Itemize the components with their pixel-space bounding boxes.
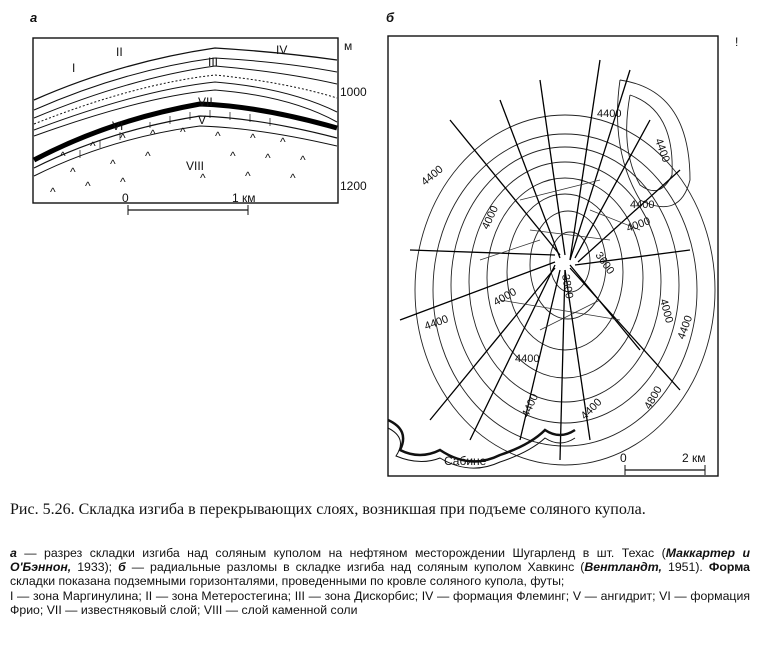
svg-text:^: ^ [85,179,91,193]
svg-text:4000: 4000 [491,285,519,309]
contour-labels [419,108,695,422]
svg-text:^: ^ [250,131,256,145]
layer-label-viii: VIII [186,159,205,173]
svg-text:^: ^ [50,185,56,199]
strata-line [34,58,337,110]
svg-text:4400: 4400 [630,199,655,211]
caption-b-tail: складки показана подземными горизонталями, проведенными по кровле соляного купола, футы; [10,574,565,589]
svg-text:4800: 4800 [642,384,665,412]
depth-tick-1200: 1200 [340,179,367,193]
svg-text:4000: 4000 [624,215,653,235]
svg-text:4000: 4000 [479,204,502,232]
svg-text:^: ^ [90,139,96,153]
svg-text:^: ^ [120,131,126,145]
caption-a-ref: Маккартер и О'Бэннон, [10,546,750,575]
svg-text:4400: 4400 [578,396,605,423]
svg-text:^: ^ [150,127,156,141]
svg-text:4400: 4400 [519,392,542,420]
svg-text:^: ^ [200,171,206,185]
layer-label-vii: VII [198,95,213,109]
svg-text:^: ^ [215,129,221,143]
layer-label-vi: VI [112,119,124,133]
svg-text:3800: 3800 [559,273,576,300]
svg-text:^: ^ [290,171,296,185]
figure-caption-notes [10,546,750,617]
caption-a-label: а [10,546,17,560]
svg-text:^: ^ [145,149,151,163]
place-name: Сабине [444,454,487,468]
caption-b-year: 1951). [661,560,709,575]
svg-text:^: ^ [245,169,251,183]
zone-label-iv: IV [276,43,288,57]
svg-text:^: ^ [280,135,286,149]
svg-text:1 км: 1 км [232,191,256,205]
svg-text:3600: 3600 [592,249,617,277]
figure-caption-title: Рис. 5.26. Складка изгиба в перекрывающих слоях, возникшая при подъеме соляного купола. [10,501,646,518]
depth-tick-1000: 1000 [340,85,367,99]
depth-unit: м [344,39,353,53]
svg-text:^: ^ [265,151,271,165]
svg-text:4400: 4400 [675,313,696,342]
zone-label-iii: III [208,55,219,69]
caption-b-ref: Вентландт, [584,560,662,575]
svg-text:^: ^ [300,153,306,167]
svg-text:^: ^ [180,125,186,139]
svg-text:^: ^ [110,157,116,171]
layer-label-v: V [198,113,207,127]
svg-text:2 км: 2 км [682,451,706,465]
scale-bar-b [620,451,706,475]
svg-text:^: ^ [120,175,126,189]
svg-text:^: ^ [60,149,66,163]
panel-a [30,10,367,215]
svg-text:4400: 4400 [422,313,451,333]
limestone-pattern [80,110,270,158]
caption-a-year: 1933); [71,560,119,575]
caption-legend: I — зона Маргинулина; II — зона Метеростегина; III — зона Дискорбис; IV — формация Флеминг; V — ангидрит; VI — формация Фрио; VII — известняковый слой; VIII — слой каменной соли [10,588,750,617]
svg-text:4400: 4400 [419,163,446,189]
zone-label-i: I [72,61,76,75]
caption-b-label: б [118,560,126,575]
zone-label-ii: II [116,45,123,59]
caption-b-text: — радиальные разломы в складке изгиба над соляным куполом Хавкинс ( [125,560,585,575]
caption-a-text: — разрез складки изгиба над соляным куполом на нефтяном месторождении Шугарленд в шт. Техас ( [16,546,666,560]
svg-text:4400: 4400 [597,108,622,120]
caption-b-tail-bold: Форма [708,560,750,575]
svg-text:0: 0 [122,191,129,205]
panel-b [386,10,738,476]
svg-text:^: ^ [230,149,236,163]
panel-b-label: б [386,10,395,25]
svg-text:^: ^ [70,165,76,179]
svg-text:0: 0 [620,451,627,465]
svg-text:4400: 4400 [652,136,672,165]
svg-text:4000: 4000 [657,297,676,325]
corner-mark: ! [735,35,739,49]
panel-a-label: а [30,10,38,25]
svg-text:4400: 4400 [515,353,540,365]
